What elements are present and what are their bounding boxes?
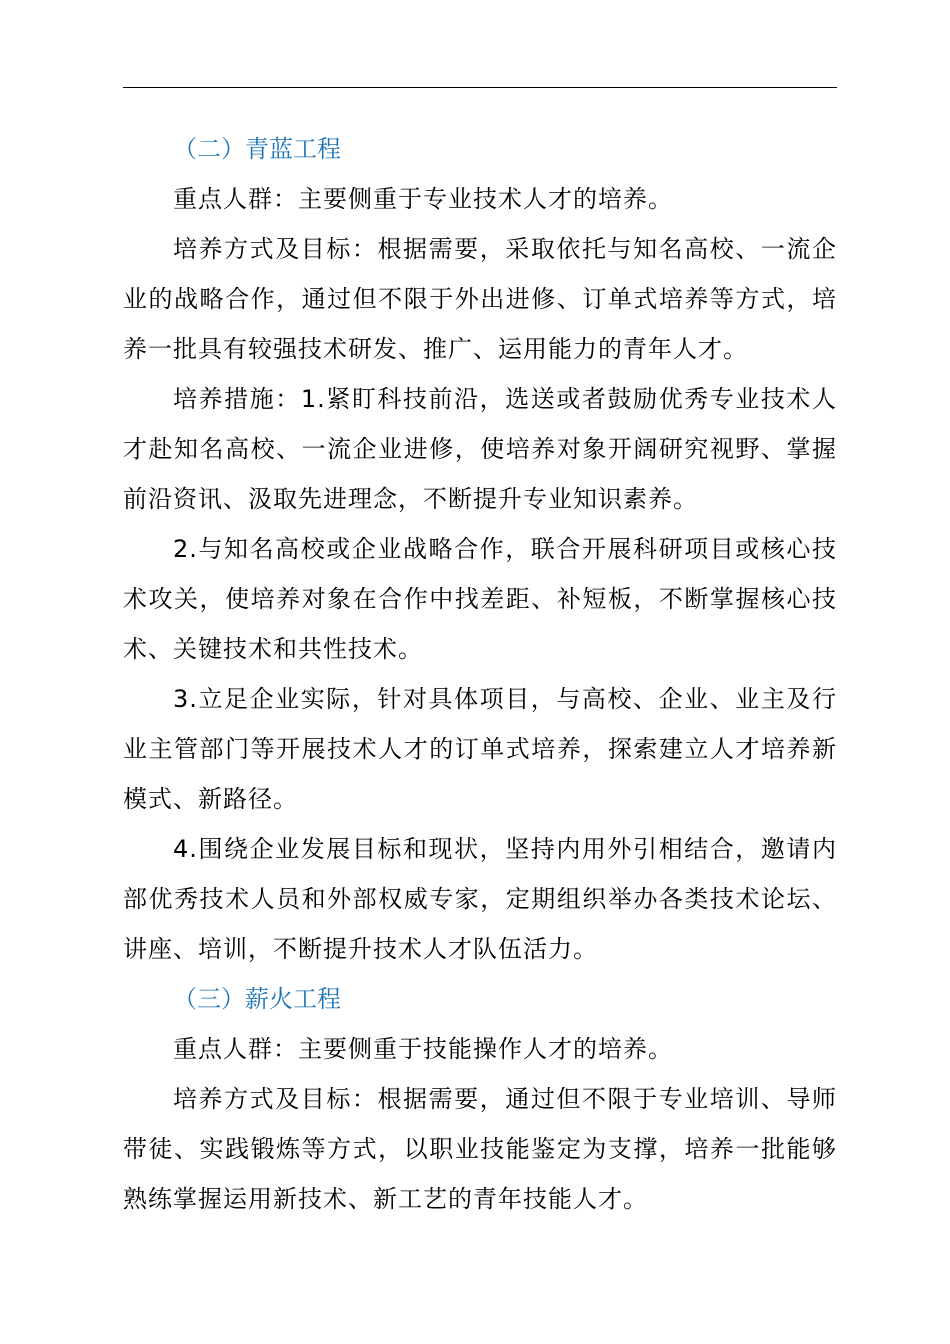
paragraph-measure-3: 3.立足企业实际，针对具体项目，与高校、企业、业主及行业主管部门等开展技术人才的订单式培养，探索建立人才培养新模式、新路径。 bbox=[123, 685, 837, 813]
header-rule bbox=[123, 87, 837, 88]
paragraph-method-goal: 培养方式及目标：根据需要，采取依托与知名高校、一流企业的战略合作，通过但不限于外出进修、订单式培养等方式，培养一批具有较强技术研发、推广、运用能力的青年人才。 bbox=[123, 235, 837, 363]
section-heading-qinglan: （二）青蓝工程 bbox=[173, 135, 341, 163]
paragraph-key-group-2: 重点人群：主要侧重于技能操作人才的培养。 bbox=[173, 1035, 673, 1063]
document-body bbox=[123, 124, 837, 1224]
paragraph-measure-4: 4.围绕企业发展目标和现状，坚持内用外引相结合，邀请内部优秀技术人员和外部权威专家，定期组织举办各类技术论坛、讲座、培训，不断提升技术人才队伍活力。 bbox=[123, 835, 837, 963]
paragraph-measure-2: 2.与知名高校或企业战略合作，联合开展科研项目或核心技术攻关，使培养对象在合作中找差距、补短板，不断掌握核心技术、关键技术和共性技术。 bbox=[123, 535, 837, 663]
paragraph-key-group: 重点人群：主要侧重于专业技术人才的培养。 bbox=[173, 185, 673, 213]
paragraph-measure-1: 培养措施：1.紧盯科技前沿，选送或者鼓励优秀专业技术人才赴知名高校、一流企业进修，使培养对象开阔研究视野、掌握前沿资讯、汲取先进理念，不断提升专业知识素养。 bbox=[123, 385, 837, 513]
section-heading-xinhuo: （三）薪火工程 bbox=[173, 985, 341, 1013]
paragraph-method-goal-2: 培养方式及目标：根据需要，通过但不限于专业培训、导师带徒、实践锻炼等方式，以职业技能鉴定为支撑，培养一批能够熟练掌握运用新技术、新工艺的青年技能人才。 bbox=[123, 1085, 837, 1213]
